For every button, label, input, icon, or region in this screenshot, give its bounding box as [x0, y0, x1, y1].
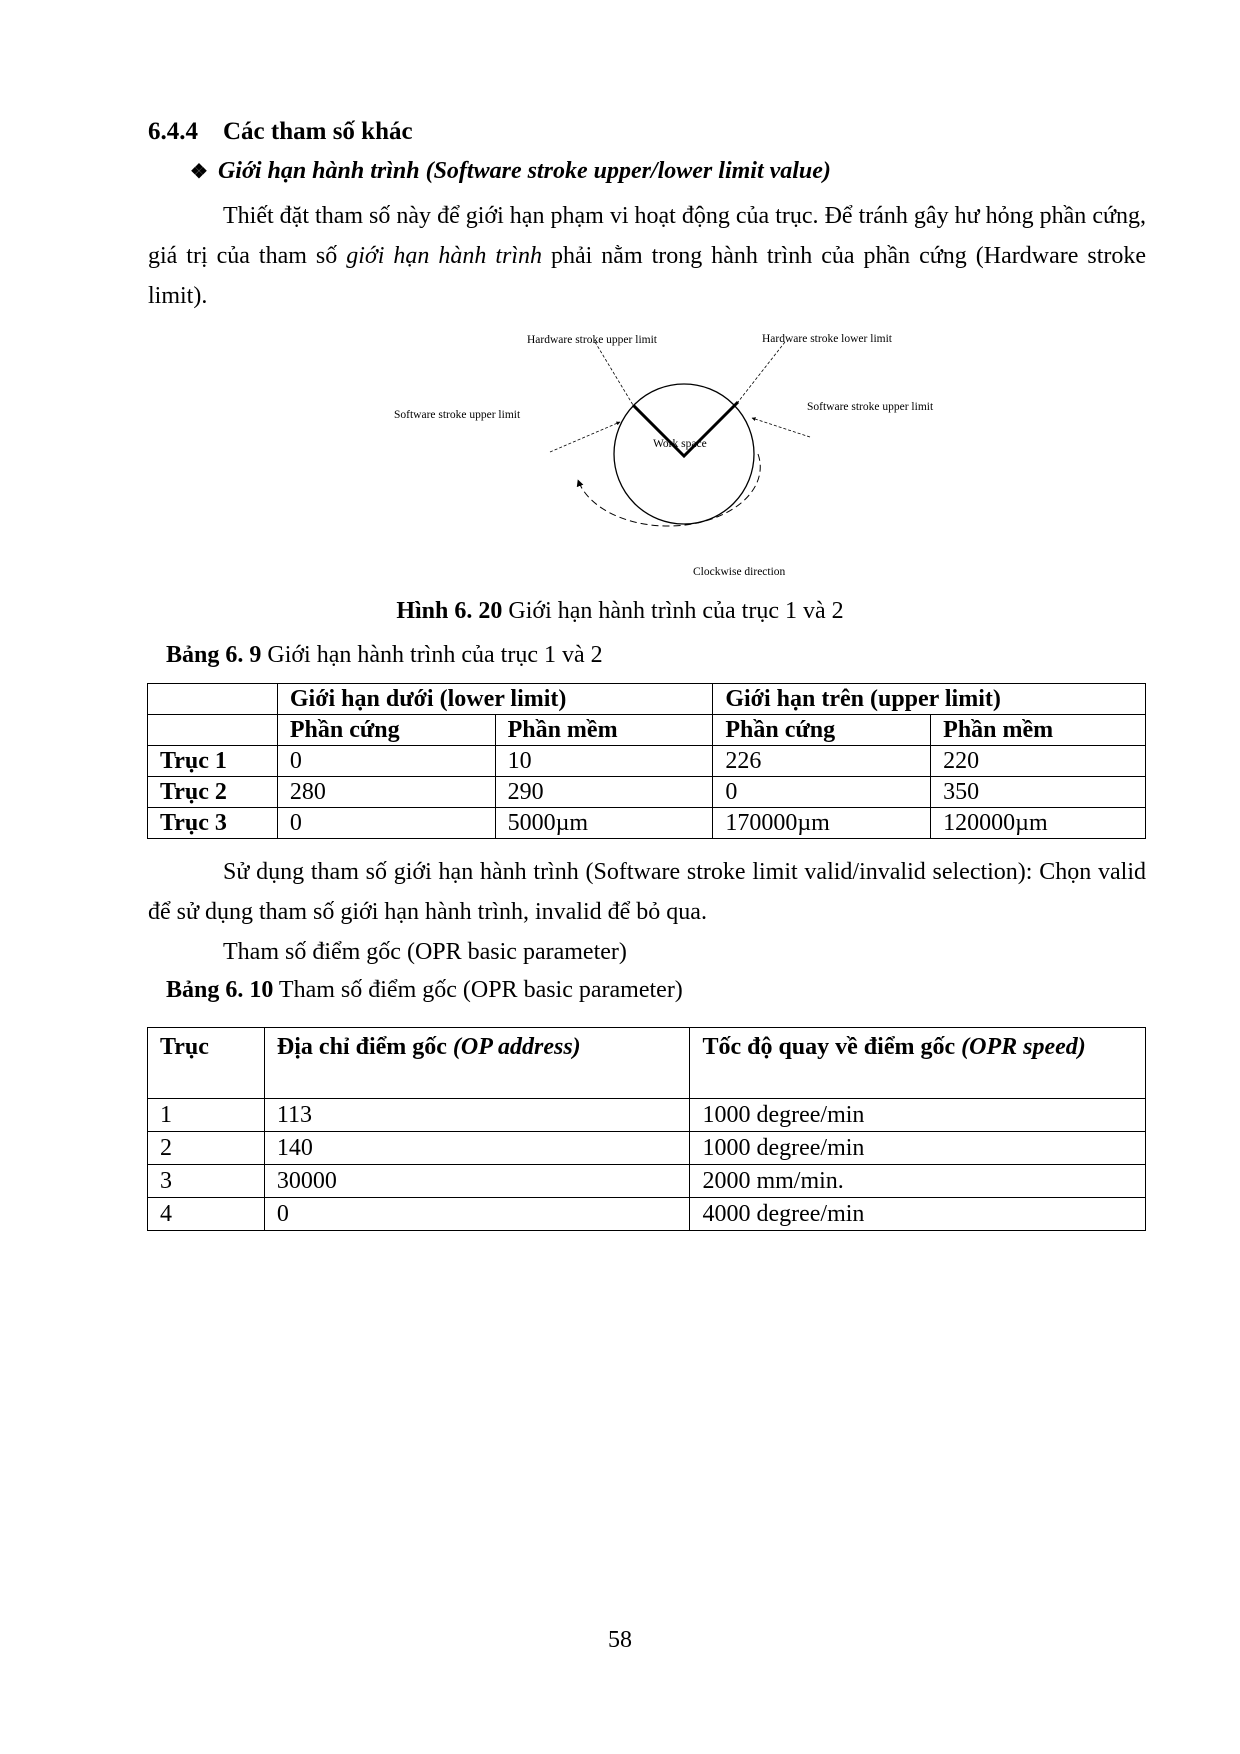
- table-cell: 170000µm: [713, 808, 931, 839]
- table-row: [148, 1099, 1146, 1132]
- hw-upper-leader: [595, 342, 633, 405]
- opr-intro-text: Tham số điểm gốc (OPR basic parameter): [223, 939, 627, 965]
- header-axis: Trục: [148, 1028, 265, 1099]
- section-number: 6.4.4: [148, 118, 198, 145]
- table-cell: 4: [148, 1198, 265, 1231]
- clockwise-arrow: [578, 454, 760, 526]
- header-opr-speed: Tốc độ quay về điểm gốc (OPR speed): [690, 1028, 1146, 1099]
- table-cell: 220: [931, 746, 1146, 777]
- table-cell: 2000 mm/min.: [690, 1165, 1146, 1198]
- upper-limit-header: Giới hạn trên (upper limit): [713, 684, 1146, 715]
- table-cell: 0: [277, 808, 495, 839]
- opr-parameter-table: [147, 1027, 1146, 1231]
- label-work-space: Work space: [653, 438, 707, 450]
- table-cell: 140: [264, 1132, 690, 1165]
- table-row: [148, 1165, 1146, 1198]
- stroke-limit-table: [147, 683, 1146, 839]
- label-hw-lower: Hardware stroke lower limit: [762, 333, 892, 345]
- table-cell: 5000µm: [495, 808, 713, 839]
- table-cell: 0: [264, 1198, 690, 1231]
- table-cell: 226: [713, 746, 931, 777]
- subheader-cell: Phần mềm: [495, 715, 713, 746]
- axis-cell: Trục 2: [148, 777, 278, 808]
- stroke-limit-diagram: [390, 322, 970, 587]
- table-corner-cell: [148, 684, 278, 715]
- table-row: [148, 808, 1146, 839]
- diamond-bullet-icon: ❖: [190, 161, 208, 183]
- page-number: 58: [608, 1627, 632, 1653]
- selection-paragraph: [148, 852, 1146, 972]
- selection-text: Sử dụng tham số giới hạn hành trình (Software stroke limit valid/invalid selection): Chọn valid để sử dụng tham số giới hạn hành trình, invalid để bỏ qua.: [148, 859, 1146, 925]
- table-cell: 0: [713, 777, 931, 808]
- bullet-heading-text: Giới hạn hành trình (Software stroke upper/lower limit value): [217, 158, 831, 184]
- bullet-heading: [190, 158, 831, 185]
- table2-caption: Bảng 6. 10 Tham số điểm gốc (OPR basic parameter): [166, 977, 683, 1003]
- table1-caption: Bảng 6. 9 Giới hạn hành trình của trục 1 và 2: [166, 642, 603, 668]
- lower-limit-header: Giới hạn dưới (lower limit): [277, 684, 712, 715]
- table-cell: 30000: [264, 1165, 690, 1198]
- figure-caption: [0, 598, 1240, 625]
- table-row: [148, 777, 1146, 808]
- table-row: [148, 1198, 1146, 1231]
- header-op-address: Địa chỉ điểm gốc (OP address): [264, 1028, 690, 1099]
- label-clockwise: Clockwise direction: [693, 566, 786, 578]
- table-cell: 120000µm: [931, 808, 1146, 839]
- table-subheader-row: [148, 715, 1146, 746]
- subheader-cell: Phần cứng: [277, 715, 495, 746]
- hw-lower-leader: [738, 342, 785, 402]
- table-cell: 4000 degree/min: [690, 1198, 1146, 1231]
- table-header-row: [148, 684, 1146, 715]
- table-cell: 3: [148, 1165, 265, 1198]
- section-title: Các tham số khác: [223, 118, 413, 145]
- axis-cell: Trục 1: [148, 746, 278, 777]
- table-cell: 1000 degree/min: [690, 1132, 1146, 1165]
- table-cell: 0: [277, 746, 495, 777]
- intro-paragraph: Thiết đặt tham số này để giới hạn phạm vi hoạt động của trục. Để tránh gây hư hỏng phần cứng, giá trị của tham số giới hạn hành trình phải nằm trong hành trình của phần cứng (Hardware stroke limit).: [148, 203, 1147, 309]
- table-cell: 280: [277, 777, 495, 808]
- table-cell: 10: [495, 746, 713, 777]
- table-cell: 113: [264, 1099, 690, 1132]
- section-heading: [148, 118, 413, 146]
- figure-caption-text: Giới hạn hành trình của trục 1 và 2: [502, 598, 844, 624]
- table-row: [148, 746, 1146, 777]
- table-cell: 1000 degree/min: [690, 1099, 1146, 1132]
- table-cell: 1: [148, 1099, 265, 1132]
- table-header-row: [148, 1028, 1146, 1099]
- table-cell: 290: [495, 777, 713, 808]
- figure-caption-label: Hình 6. 20: [396, 598, 503, 624]
- label-sw-upper-right: Software stroke upper limit: [807, 401, 934, 413]
- label-sw-upper-left: Software stroke upper limit: [394, 409, 521, 421]
- subheader-cell: Phần cứng: [713, 715, 931, 746]
- italic-term: giới hạn hành trình: [346, 243, 542, 269]
- sw-right-leader: [752, 418, 810, 437]
- table-row: [148, 1132, 1146, 1165]
- axis-cell: Trục 3: [148, 808, 278, 839]
- subheader-cell: Phần mềm: [931, 715, 1146, 746]
- sw-left-leader: [550, 422, 620, 452]
- table-cell: 2: [148, 1132, 265, 1165]
- table-cell: 350: [931, 777, 1146, 808]
- label-hw-upper: Hardware stroke upper limit: [527, 334, 657, 346]
